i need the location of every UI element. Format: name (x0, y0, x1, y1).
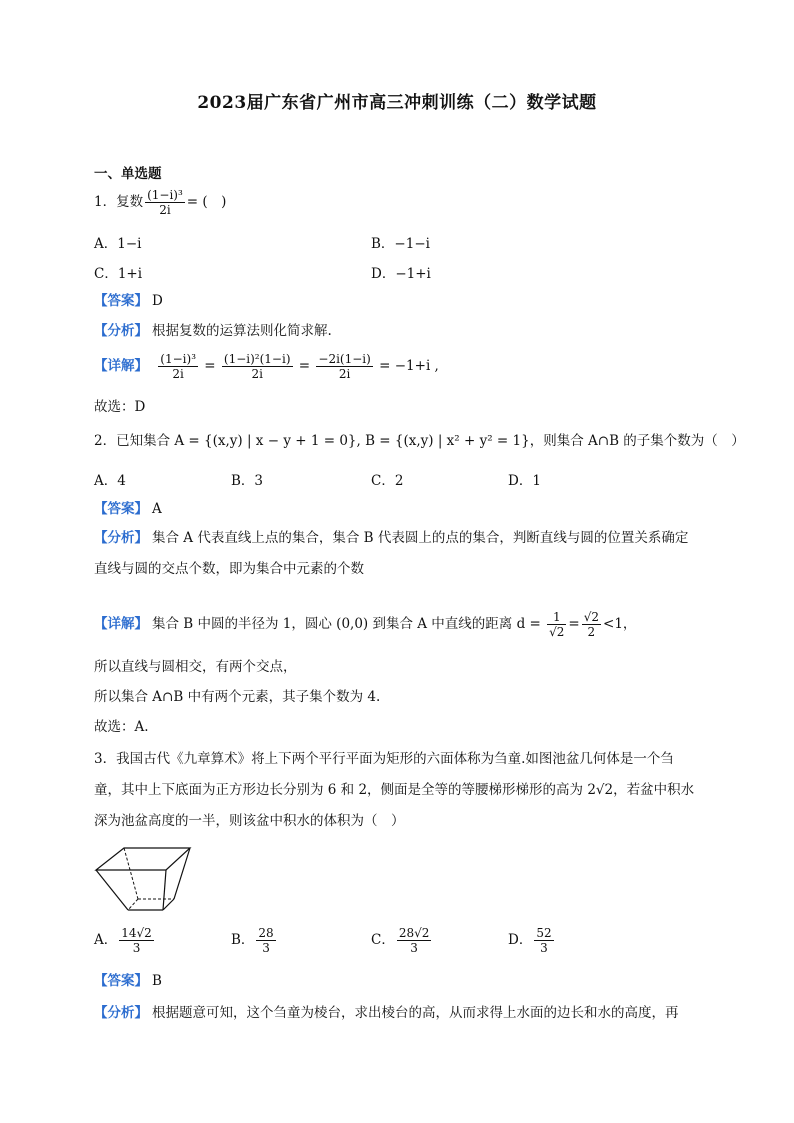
q3-analysis-text: 根据题意可知，这个刍童为棱台，求出棱台的高，从而求得上水面的边长和水的高度，再 (152, 1005, 679, 1021)
q1-frac-num: (1−i)³ (147, 188, 183, 202)
q3-option-d (508, 926, 556, 955)
q1-detail-frac-2 (222, 352, 293, 381)
section-heading: 一、单选题 (94, 166, 162, 182)
q2-dist-num: 1 (547, 610, 566, 625)
q1-option-d: D．−1+i (371, 266, 431, 282)
q1-d3-num: −2i(1−i) (318, 352, 371, 366)
q2-detail-tag: 【详解】 (94, 616, 148, 632)
q1-frac-den: 2i (159, 203, 171, 217)
q3-answer-value: B (152, 973, 162, 989)
q3-opt-a-den: 3 (132, 941, 141, 955)
q2-analysis-tag: 【分析】 (94, 530, 148, 546)
q1-option-b: B．−1−i (371, 236, 430, 252)
frustum-figure (94, 835, 194, 915)
q2-detail-line-2: 所以直线与圆相交，有两个交点， (94, 659, 297, 675)
q1-d1-den: 2i (172, 367, 184, 381)
q3-opt-c-frac (397, 926, 432, 955)
q3-opt-c-label: C． (371, 932, 395, 948)
q3-answer-tag: 【答案】 (94, 973, 148, 989)
q3-opt-b-label: B． (231, 932, 255, 948)
q1-analysis (94, 322, 332, 340)
q1-fraction (145, 188, 185, 217)
figure-edge-front-right (163, 870, 166, 910)
q2-option-a: A．4 (94, 473, 126, 489)
q2-detail-post: <1， (603, 616, 637, 632)
q1-answer (94, 292, 163, 310)
q3-opt-a-num: 14√2 (121, 926, 152, 940)
q1-answer-value: D (152, 293, 163, 309)
q2-choose: 故选：A. (94, 719, 149, 735)
q1-analysis-tag: 【分析】 (94, 323, 148, 339)
q1-option-c: C．1+i (94, 266, 143, 282)
q3-opt-a-label: A． (94, 932, 118, 948)
q1-choose: 故选：D (94, 399, 146, 415)
q2-eq: = (568, 616, 580, 632)
q3-opt-b-num: 28 (258, 926, 274, 940)
question-3-stem: 3．我国古代《九章算术》将上下两个平行平面为矩形的六面体称为刍童.如图池盆几何体是一个刍童，其中上下底面为正方形边长分别为 6 和 2，侧面是全等的等腰梯形梯形的高为 2√2，若盆中积水深为池盆高度的一半，则该盆中积水的体积为（ ） (94, 751, 695, 829)
q3-opt-d-num: 52 (536, 926, 552, 940)
q1-d1-num: (1−i)³ (160, 352, 196, 366)
q3-opt-d-den: 3 (540, 941, 548, 955)
q2-option-d: D．1 (508, 473, 541, 489)
q1-answer-tag: 【答案】 (94, 293, 148, 309)
figure-top-face (96, 848, 190, 870)
q1-detail-frac-1 (158, 352, 198, 381)
q1-option-a: A．1−i (94, 236, 142, 252)
q2-detail (94, 610, 636, 639)
figure-hidden-edge (124, 848, 138, 899)
q1-detail: 【详解】 $\frac{\text{(1−i)³}}{2i}$ = $\frac{\text{(1−i)²(1−i)}}{2i}$ = $\frac{-2i(1-i)}{2i}$ = −1+i , (94, 352, 439, 381)
figure-edge-front-left (96, 870, 128, 910)
question-2-stem: 2．已知集合 A = {(x,y) | x − y + 1 = 0}, B = {(x,y) | x² + y² = 1}，则集合 A∩B 的子集个数为（ ） (94, 433, 745, 449)
q1-stem-post: = ( ) (186, 194, 227, 210)
question-1-stem (94, 188, 226, 217)
q3-opt-d-frac (534, 926, 553, 955)
q2-detail-pre: 集合 B 中圆的半径为 1，圆心 (0,0) 到集合 A 中直线的距离 d = (152, 616, 541, 632)
q2-option-b: B．3 (231, 473, 264, 489)
q1-stem-pre: 1．复数 (94, 194, 144, 210)
q3-opt-b-den: 3 (262, 941, 270, 955)
q3-option-c (371, 926, 433, 955)
q2-answer-value: A (152, 501, 162, 517)
q3-analysis-tag: 【分析】 (94, 1005, 148, 1021)
q2-dist2-num: √2 (583, 610, 600, 624)
q2-detail-line-3: 所以集合 A∩B 中有两个元素，其子集个数为 4. (94, 689, 381, 705)
q3-opt-b-frac (256, 926, 275, 955)
q2-analysis-text: 集合 A 代表直线上点的集合，集合 B 代表圆上的点的集合，判断直线与圆的位置关系确定直线与圆的交点个数，即为集合中元素的个数 (94, 530, 689, 577)
q3-opt-d-label: D． (508, 932, 533, 948)
figure-hidden-bottom-left (128, 899, 138, 910)
q2-analysis (94, 523, 700, 585)
q3-answer (94, 972, 162, 990)
q1-analysis-text: 根据复数的运算法则化简求解. (152, 323, 332, 339)
q1-detail-frac-3 (316, 352, 372, 381)
q2-dist2-den: 2 (587, 625, 596, 639)
q3-opt-c-den: 3 (410, 941, 418, 955)
q3-option-b (231, 926, 278, 955)
q2-distance-frac (547, 610, 566, 639)
q2-dist-den: √2 (549, 625, 565, 639)
q2-option-c: C．2 (371, 473, 404, 489)
q3-opt-c-num: 28√2 (398, 926, 430, 940)
q1-d3-den: 2i (338, 367, 351, 381)
q2-distance-frac-2 (582, 610, 601, 639)
q2-answer-tag: 【答案】 (94, 501, 148, 517)
q1-d2-num: (1−i)²(1−i) (223, 352, 291, 366)
q1-d2-den: 2i (251, 367, 263, 381)
q2-answer (94, 500, 162, 518)
q3-analysis (94, 1004, 679, 1022)
figure-bottom-right (163, 899, 174, 910)
q3-opt-a-frac (119, 926, 154, 955)
page-title: 2023届广东省广州市高三冲刺训练（二）数学试题 (197, 93, 597, 113)
q1-detail-tag: 【详解】 (94, 358, 148, 374)
q1-detail-tail: = −1+i , (379, 358, 439, 374)
q3-option-a (94, 926, 156, 955)
